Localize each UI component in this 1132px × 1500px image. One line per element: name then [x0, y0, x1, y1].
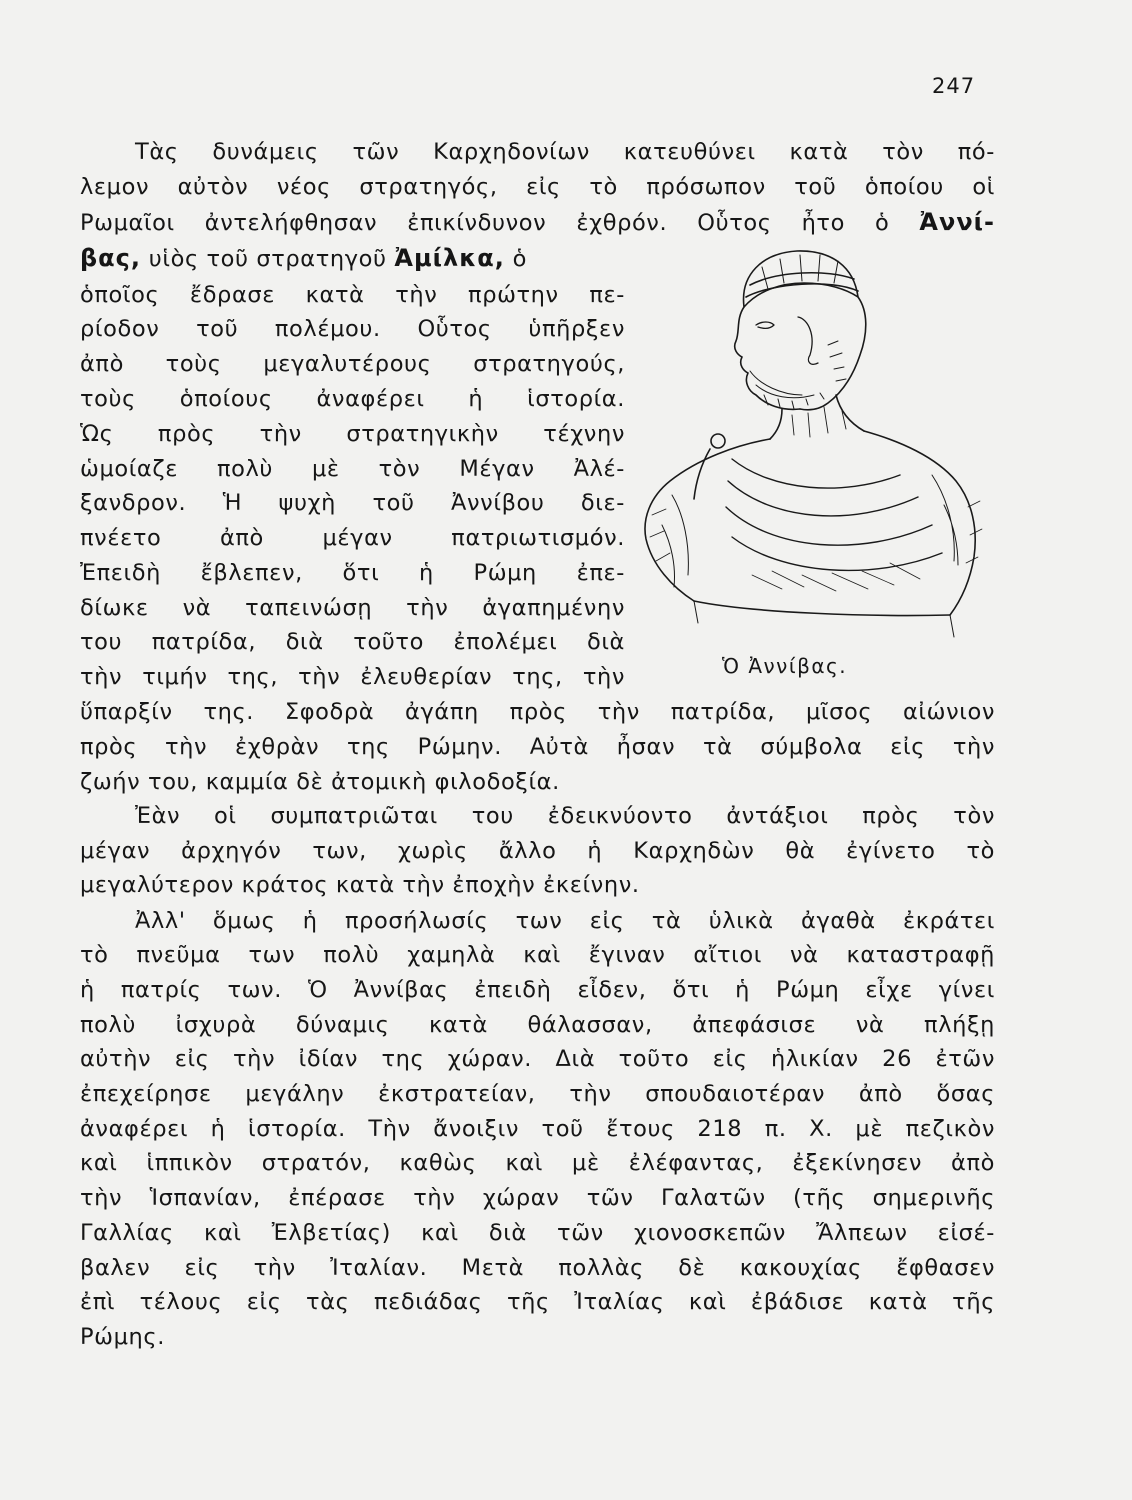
text-line: τὸ πνεῦμα των πολὺ χαμηλὰ καὶ ἔγιναν αἴτιοι νὰ καταστραφῇ [80, 942, 995, 968]
text-span: Ρωμαῖοι ἀντελήφθησαν ἐπικίνδυνον ἐχθρόν. Οὗτος ἦτο ὁ [80, 210, 890, 236]
text-line: ἡ πατρίς των. Ὁ Ἀννίβας ἐπειδὴ εἶδεν, ὅτι ἡ Ρώμη εἶχε γίνει [80, 977, 995, 1003]
text-line: πολὺ ἰσχυρὰ δύναμις κατὰ θάλασσαν, ἀπεφάσισε νὰ πλήξῃ [80, 1012, 995, 1038]
text-line: ἐπὶ τέλους εἰς τὰς πεδιάδας τῆς Ἰταλίας καὶ ἐβάδισε κατὰ τῆς [80, 1289, 995, 1315]
text-line: πρὸς τὴν ἐχθρὰν της Ρώμην. Αὐτὰ ἦσαν τὰ σύμβολα εἰς τὴν [80, 734, 995, 760]
text-line: πνέετο ἀπὸ μέγαν πατριωτισμόν. [80, 525, 625, 551]
bust-drapery [645, 439, 770, 601]
hamilcar-name: Ἀμίλκα, [394, 244, 505, 272]
text-line: ρίοδον τοῦ πολέμου. Οὗτος ὑπῆρξεν [80, 316, 625, 342]
text-line: λεμον αὐτὸν νέος στρατηγός, εἰς τὸ πρόσωπον τοῦ ὁποίου οἱ [80, 174, 995, 200]
text-span: υἱὸς τοῦ στρατηγοῦ [148, 246, 387, 272]
text-line: Ἀλλ' ὅμως ἡ προσήλωσίς των εἰς τὰ ὑλικὰ ἀγαθὰ ἐκράτει [135, 908, 995, 934]
text-line: καὶ ἱππικὸν στρατόν, καθὼς καὶ μὲ ἐλέφαντας, ἐξεκίνησεν ἀπὸ [80, 1150, 995, 1176]
page-number: 247 [932, 74, 976, 98]
text-line: Ὡς πρὸς τὴν στρατηγικὴν τέχνην [80, 421, 625, 447]
text-line: αὐτὴν εἰς τὴν ἰδίαν της χώραν. Διὰ τοῦτο εἰς ἡλικίαν 26 ἐτῶν [80, 1046, 995, 1072]
text-span: ὁ [512, 246, 527, 272]
text-line: τοὺς ὁποίους ἀναφέρει ἡ ἱστορία. [80, 386, 625, 412]
text-line: τὴν Ἱσπανίαν, ἐπέρασε τὴν χώραν τῶν Γαλατῶν (τῆς σημερινῆς [80, 1185, 995, 1211]
text-line: ξανδρον. Ἡ ψυχὴ τοῦ Ἀννίβου διε- [80, 490, 625, 516]
text-line: ἀναφέρει ἡ ἱστορία. Τὴν ἄνοιξιν τοῦ ἔτους 218 π. Χ. μὲ πεζικὸν [80, 1116, 995, 1142]
text-line: τὴν τιμήν της, τὴν ἐλευθερίαν της, τὴν [80, 664, 625, 690]
hannibal-bust-illustration [632, 245, 992, 640]
figure-caption: Ὁ Ἀννίβας. [722, 654, 848, 678]
text-line: ἐπεχείρησε μεγάλην ἐκστρατείαν, τὴν σπουδαιοτέραν ἀπὸ ὅσας [80, 1081, 995, 1107]
text-line: μεγαλύτερον κράτος κατὰ τὴν ἐποχὴν ἐκείνην. [80, 872, 640, 898]
hannibal-name-cont: βας, [80, 244, 142, 272]
text-line: ὁποῖος ἔδρασε κατὰ τὴν πρώτην πε- [80, 282, 625, 308]
text-line: Ἐπειδὴ ἔβλεπεν, ὅτι ἡ Ρώμη ἐπε- [80, 560, 625, 586]
text-line: βαλεν εἰς τὴν Ἰταλίαν. Μετὰ πολλὰς δὲ κακουχίας ἔφθασεν [80, 1255, 995, 1281]
text-line [80, 207, 995, 238]
bust-neck [770, 395, 864, 439]
text-line: Ἐὰν οἱ συμπατριῶται του ἐδεικνύοντο ἀντάξιοι πρὸς τὸν [135, 803, 995, 829]
text-line: μέγαν ἀρχηγόν των, χωρὶς ἄλλο ἡ Καρχηδὼν θὰ ἐγίνετο τὸ [80, 838, 995, 864]
text-line: Γαλλίας καὶ Ἐλβετίας) καὶ διὰ τῶν χιονοσκεπῶν Ἄλπεων εἰσέ- [80, 1220, 995, 1246]
text-line: ζωήν του, καμμία δὲ ἀτομικὴ φιλοδοξία. [80, 769, 560, 795]
text-line: του πατρίδα, διὰ τοῦτο ἐπολέμει διὰ [80, 629, 625, 655]
text-line: ὕπαρξίν της. Σφοδρὰ ἀγάπη πρὸς τὴν πατρίδα, μῖσος αἰώνιον [80, 699, 995, 725]
text-line: Ρώμης. [80, 1324, 165, 1350]
text-line: ἀπὸ τοὺς μεγαλυτέρους στρατηγούς, [80, 351, 625, 377]
text-line [80, 243, 625, 274]
text-line: δίωκε νὰ ταπεινώσῃ τὴν ἀγαπημένην [80, 595, 625, 621]
hannibal-name: Ἀννί- [919, 208, 995, 236]
text-line: Τὰς δυνάμεις τῶν Καρχηδονίων κατευθύνει κατὰ τὸν πό- [135, 139, 995, 165]
text-line: ὡμοίαζε πολὺ μὲ τὸν Μέγαν Ἀλέ- [80, 456, 625, 482]
